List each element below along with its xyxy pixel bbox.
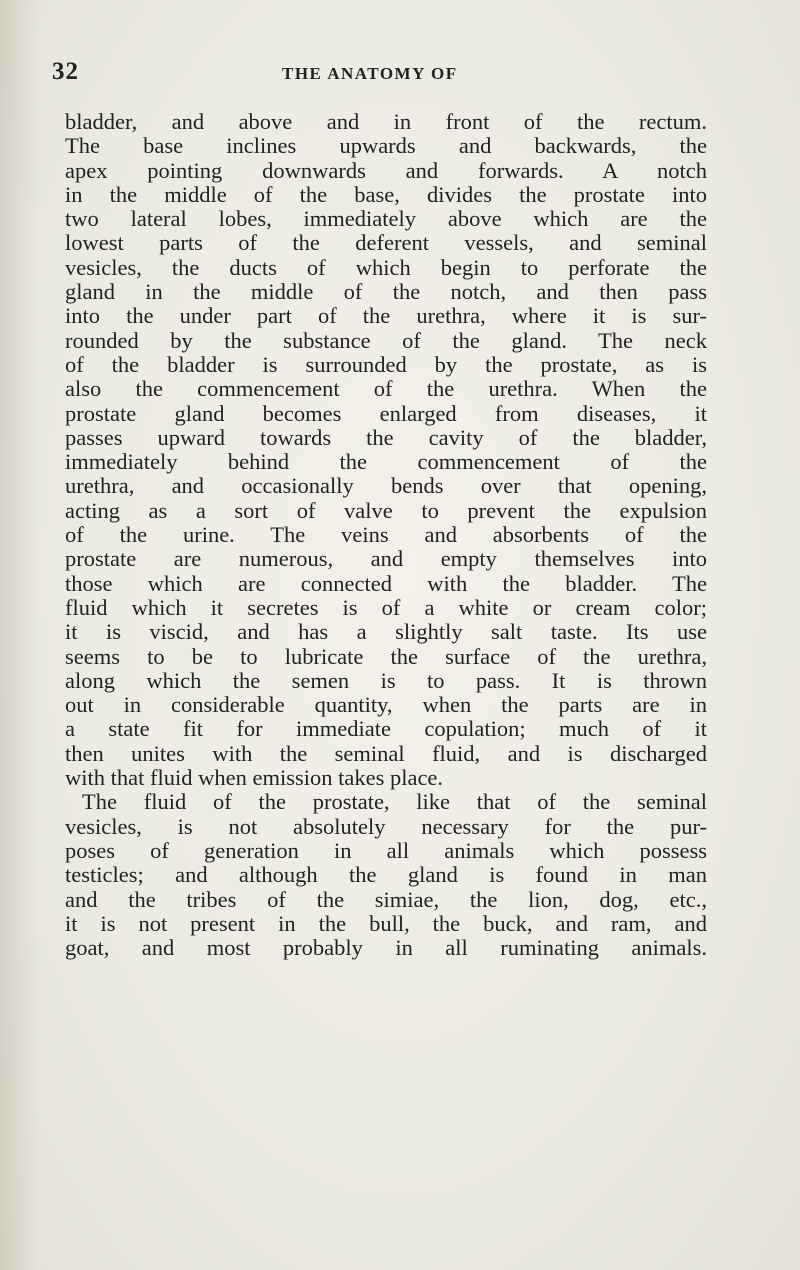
text-line: also the commencement of the urethra. When the [65, 376, 707, 402]
text-line: it is viscid, and has a slightly salt taste. Its use [65, 619, 707, 645]
page-number: 32 [52, 58, 79, 85]
text-line: with that fluid when emission takes place. [65, 765, 444, 791]
text-line: those which are connected with the bladder. The [65, 570, 707, 596]
page-gutter-shadow [0, 0, 40, 1270]
text-line: gland in the middle of the notch, and then pass [65, 279, 707, 305]
text-line: and the tribes of the simiae, the lion, dog, etc., [65, 886, 707, 912]
text-line: apex pointing downwards and forwards. A notch [65, 157, 707, 183]
text-line: fluid which it secretes is of a white or cream color; [65, 594, 707, 620]
text-line: passes upward towards the cavity of the bladder, [65, 424, 707, 450]
text-line: vesicles, the ducts of which begin to perforate the [65, 254, 707, 280]
running-head [52, 58, 752, 88]
text-line: immediately behind the commencement of the [65, 449, 707, 475]
text-line: of the urine. The veins and absorbents of the [65, 522, 707, 548]
text-line: it is not present in the bull, the buck, and ram, and [65, 910, 707, 936]
text-line: vesicles, is not absolutely necessary for the pur- [65, 813, 707, 839]
text-line: along which the semen is to pass. It is thrown [65, 667, 707, 693]
text-line: The base inclines upwards and backwards, the [65, 133, 707, 159]
text-line: a state fit for immediate copulation; much of it [65, 716, 707, 742]
text-line: acting as a sort of valve to prevent the expulsion [65, 497, 707, 523]
text-line: then unites with the seminal fluid, and is discharged [65, 740, 707, 766]
body-text [65, 110, 707, 960]
text-line: prostate are numerous, and empty themselves into [65, 546, 707, 572]
text-line: of the bladder is surrounded by the prostate, as is [65, 351, 707, 377]
text-line: testicles; and although the gland is found in man [65, 862, 707, 888]
text-line: poses of generation in all animals which possess [65, 837, 707, 863]
text-line: rounded by the substance of the gland. The neck [65, 327, 707, 353]
text-line: goat, and most probably in all ruminating animals. [65, 935, 707, 961]
text-line: lowest parts of the deferent vessels, and seminal [65, 230, 707, 256]
text-line: seems to be to lubricate the surface of the urethra, [65, 643, 707, 669]
text-line: into the under part of the urethra, where it is sur- [65, 303, 707, 329]
text-line: in the middle of the base, divides the prostate into [65, 181, 707, 207]
text-line: prostate gland becomes enlarged from diseases, it [65, 400, 707, 426]
text-line: two lateral lobes, immediately above which are the [65, 206, 707, 232]
text-line: The fluid of the prostate, like that of the seminal [82, 789, 707, 815]
running-title: THE ANATOMY OF [282, 64, 458, 83]
text-line: out in considerable quantity, when the parts are in [65, 692, 707, 718]
text-line: urethra, and occasionally bends over that opening, [65, 473, 707, 499]
text-line: bladder, and above and in front of the rectum. [65, 109, 707, 134]
